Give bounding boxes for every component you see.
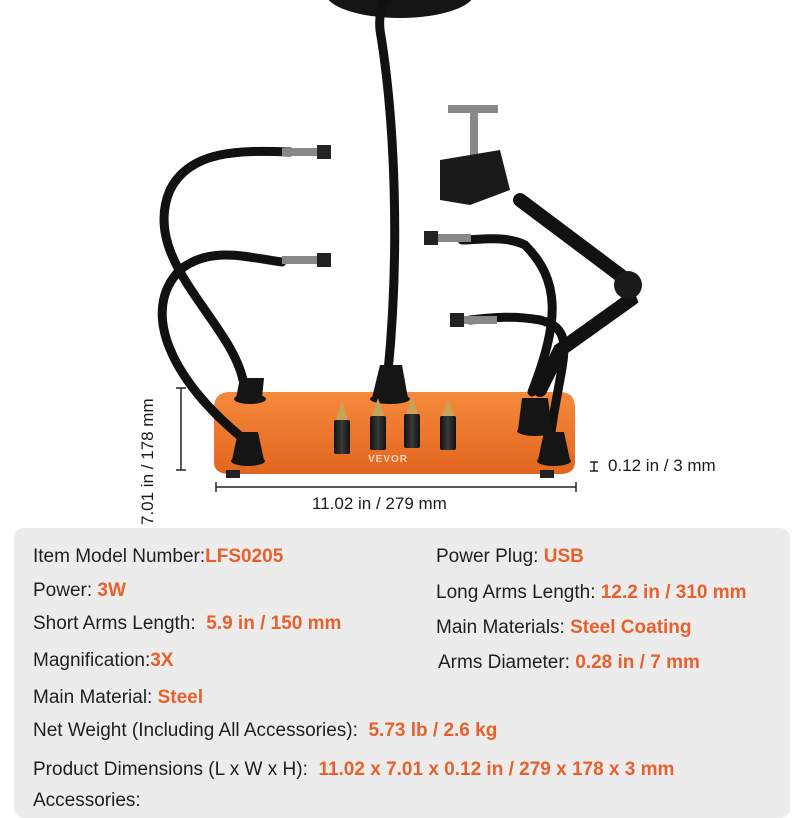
spec-accessories: Accessories:	[33, 790, 141, 811]
dimension-width-label: 11.02 in / 279 mm	[312, 494, 447, 513]
magnifier-lens-rim	[325, 0, 475, 18]
dimension-thickness-label: 0.12 in / 3 mm	[608, 456, 716, 475]
dimension-height-label: 7.01 in / 178 mm	[138, 398, 157, 525]
spec-model-number: Item Model Number:LFS0205	[33, 546, 284, 567]
spec-main-material: Main Material: Steel	[33, 687, 204, 708]
spec-power-plug: Power Plug: USB	[436, 546, 584, 567]
spec-main-materials: Main Materials: Steel Coating	[436, 617, 692, 638]
spec-arms-diameter: Arms Diameter: 0.28 in / 7 mm	[438, 652, 700, 673]
spec-net-weight: Net Weight (Including All Accessories): 5.73 lb / 2.6 kg	[33, 720, 498, 741]
gooseneck-arms	[162, 0, 564, 440]
clamp-arm	[440, 105, 642, 390]
spec-power: Power: 3W	[33, 580, 126, 601]
spec-product-dimensions: Product Dimensions (L x W x H): 11.02 x 7.01 x 0.12 in / 279 x 178 x 3 mm	[33, 759, 675, 780]
spec-magnification: Magnification:3X	[33, 650, 174, 671]
spec-long-arms-length: Long Arms Length: 12.2 in / 310 mm	[436, 582, 747, 603]
brand-logo: VEVOR	[368, 454, 409, 465]
spec-short-arms-length: Short Arms Length: 5.9 in / 150 mm	[33, 613, 342, 634]
